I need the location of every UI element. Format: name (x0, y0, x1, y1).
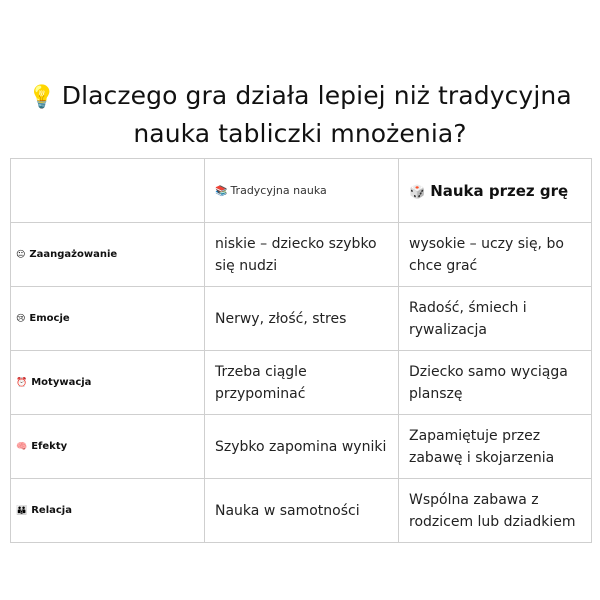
header-traditional-label: Tradycyjna nauka (230, 184, 327, 197)
brain-icon: 🧠 (16, 442, 28, 452)
table-row (11, 223, 592, 287)
traditional-cell: Szybko zapomina wyniki (205, 415, 399, 479)
row-label-text: Emocje (29, 313, 70, 324)
row-label-text: Relacja (31, 505, 72, 516)
row-label-text: Zaangażowanie (29, 249, 118, 260)
row-label-engagement (11, 223, 205, 287)
row-label-emotions (11, 287, 205, 351)
game-cell: Radość, śmiech i rywalizacja (399, 287, 592, 351)
header-traditional (205, 159, 399, 223)
header-empty-cell (11, 159, 205, 223)
traditional-cell: Nauka w samotności (205, 479, 399, 543)
dice-icon: 🎲 (409, 184, 426, 200)
header-game-label: Nauka przez grę (430, 181, 569, 200)
row-label-text: Motywacja (31, 377, 92, 388)
row-label-motivation (11, 351, 205, 415)
row-label-relation (11, 479, 205, 543)
sad-face-icon: 😢 (16, 314, 26, 324)
traditional-cell: niskie – dziecko szybko się nudzi (205, 223, 399, 287)
game-cell: Wspólna zabawa z rodzicem lub dziadkiem (399, 479, 592, 543)
books-icon: 📚 (215, 186, 228, 197)
table-header-row (11, 159, 592, 223)
title-line-1 (0, 78, 600, 116)
table-row (11, 479, 592, 543)
table-row (11, 351, 592, 415)
game-cell: wysokie – uczy się, bo chce grać (399, 223, 592, 287)
table-row (11, 287, 592, 351)
game-cell: Zapamiętuje przez zabawę i skojarzenia (399, 415, 592, 479)
page-title (0, 78, 600, 152)
row-label-effects (11, 415, 205, 479)
title-text-1: Dlaczego gra działa lepiej niż tradycyjna (61, 81, 572, 110)
alarm-clock-icon: ⏰ (16, 378, 28, 388)
table-row (11, 415, 592, 479)
header-game (399, 159, 592, 223)
family-icon: 👪 (16, 506, 28, 516)
comparison-table (10, 158, 592, 543)
traditional-cell: Nerwy, złość, stres (205, 287, 399, 351)
traditional-cell: Trzeba ciągle przypominać (205, 351, 399, 415)
neutral-face-icon: 😐 (16, 250, 26, 260)
row-label-text: Efekty (31, 441, 68, 452)
title-line-2: nauka tabliczki mnożenia? (133, 119, 467, 148)
game-cell: Dziecko samo wyciąga planszę (399, 351, 592, 415)
lightbulb-icon: 💡 (28, 85, 56, 110)
